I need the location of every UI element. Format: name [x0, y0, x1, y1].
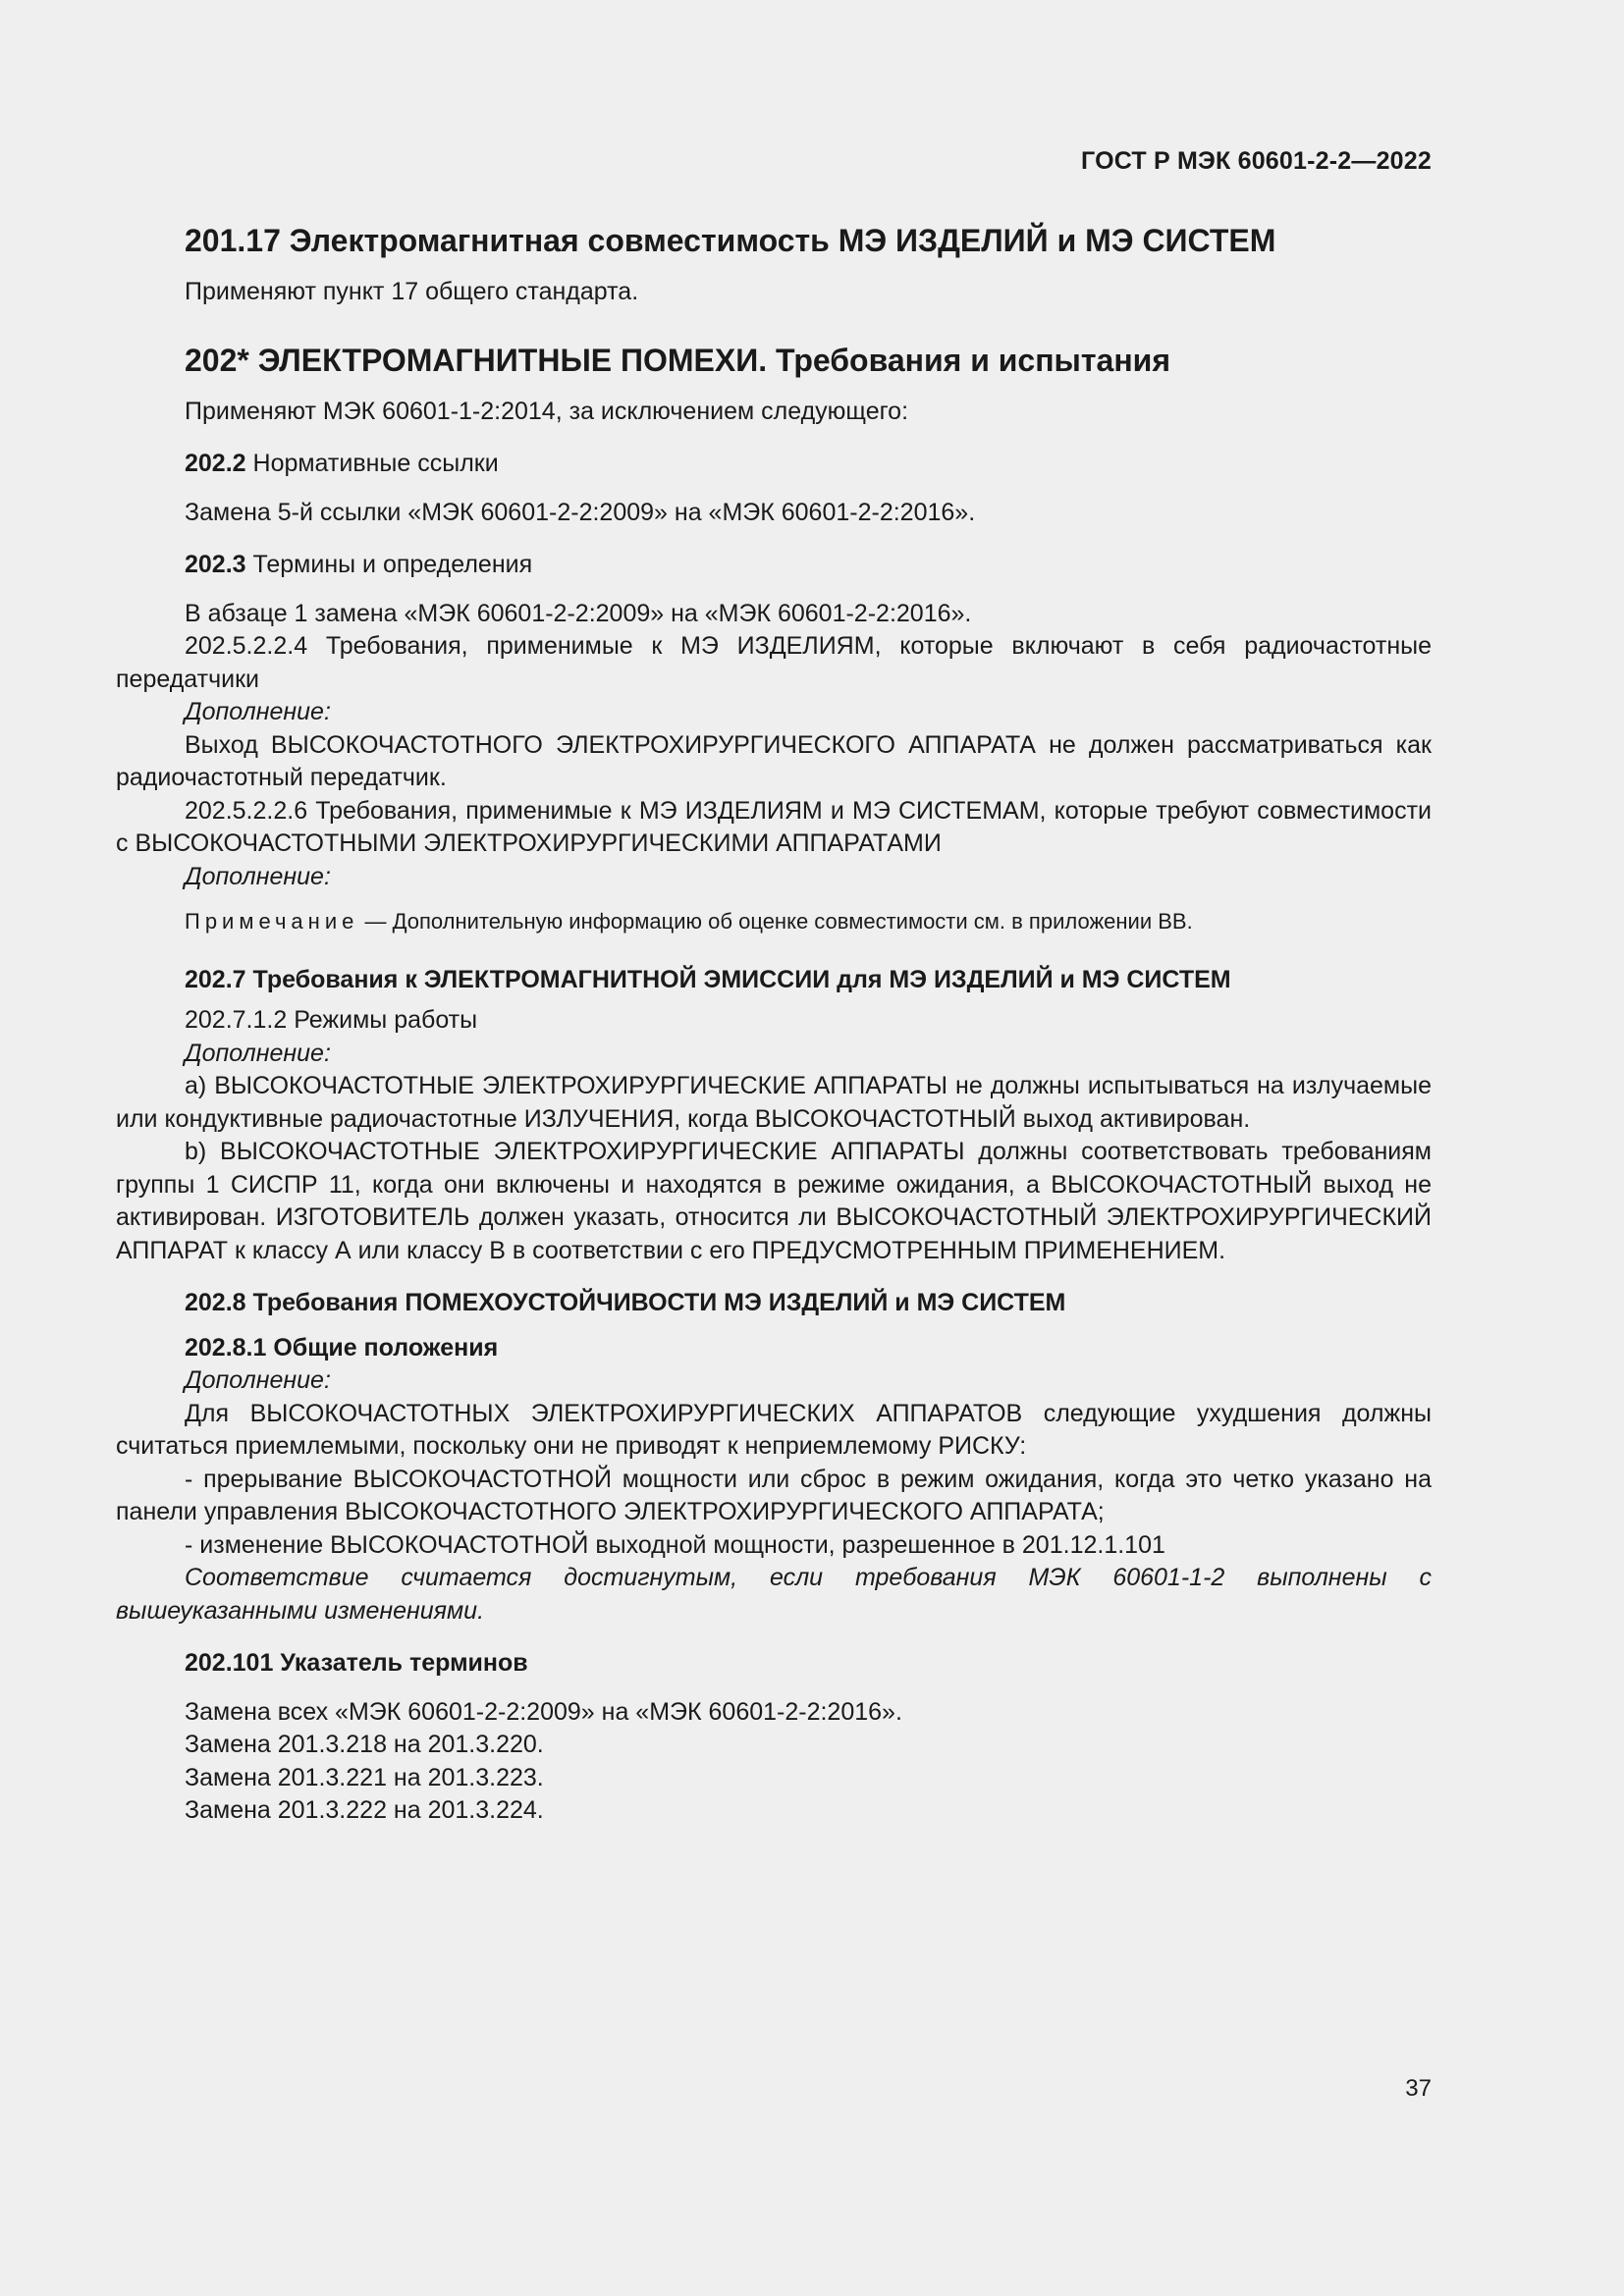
section-202-7-item-b: b) ВЫСОКОЧАСТОТНЫЕ ЭЛЕКТРОХИРУРГИЧЕСКИЕ АППАРАТЫ должны соответствовать требованиям группы 1 СИСПР 11, когда они включены и находятся в режиме ожидания, а ВЫСОКОЧАСТОТНЫЙ выход не активирован. ИЗГОТОВИТЕЛЬ должен указать, относится ли ВЫСОКОЧАСТОТНЫЙ ЭЛЕКТРОХИРУРГИЧЕСКИЙ АППАРАТ к классу А или классу В в соответствии с его ПРЕДУСМОТРЕННЫМ ПРИМЕНЕНИЕМ. [116, 1138, 1432, 1264]
section-202-2-number: 202.2 [185, 450, 246, 477]
document-body [116, 221, 1432, 1828]
section-202-3-paragraph-1: В абзаце 1 замена «МЭК 60601-2-2:2009» на «МЭК 60601-2-2:2016». [185, 599, 972, 627]
section-202-8-addition-label: Дополнение: [185, 1366, 331, 1394]
section-202-7-title: 202.7 Требования к ЭЛЕКТРОМАГНИТНОЙ ЭМИССИИ для МЭ ИЗДЕЛИЙ и МЭ СИСТЕМ [185, 965, 1231, 993]
section-202-101-line-1: Замена всех «МЭК 60601-2-2:2009» на «МЭК 60601-2-2:2016». [185, 1697, 902, 1726]
section-202-3-title: Термины и определения [245, 551, 533, 578]
section-202-8-list-item-2: - изменение ВЫСОКОЧАСТОТНОЙ выходной мощности, разрешенное в 201.12.1.101 [185, 1530, 1165, 1559]
page-number: 37 [1405, 2075, 1432, 2102]
section-202-3-addition-label-1: Дополнение: [185, 698, 331, 725]
section-202-2-text: Замена 5-й ссылки «МЭК 60601-2-2:2009» на «МЭК 60601-2-2:2016». [185, 498, 976, 526]
section-202-3-number: 202.3 [185, 551, 246, 578]
section-201-17-text: Применяют пункт 17 общего стандарта. [185, 278, 639, 305]
section-202-8-list-item-1: - прерывание ВЫСОКОЧАСТОТНОЙ мощности или сброс в режим ожидания, когда это четко указано на панели управления ВЫСОКОЧАСТОТНОГО ЭЛЕКТРОХИРУРГИЧЕСКОГО АППАРАТА; [116, 1465, 1432, 1525]
section-202-101-line-4: Замена 201.3.222 на 201.3.224. [185, 1796, 544, 1824]
section-202-2-heading [116, 448, 1432, 481]
section-202-3-heading [116, 549, 1432, 582]
note [116, 905, 1432, 938]
section-202-title: 202* ЭЛЕКТРОМАГНИТНЫЕ ПОМЕХИ. Требования и испытания [185, 342, 1171, 378]
section-202-8-compliance: Соответствие считается достигнутым, если требования МЭК 60601-1-2 выполнены с вышеуказанными изменениями. [116, 1564, 1432, 1625]
section-202-7-item-a: a) ВЫСОКОЧАСТОТНЫЕ ЭЛЕКТРОХИРУРГИЧЕСКИЕ АППАРАТЫ не должны испытываться на излучаемые или кондуктивные радиочастотные ИЗЛУЧЕНИЯ, когда ВЫСОКОЧАСТОТНЫЙ выход активирован. [116, 1072, 1432, 1133]
section-202-text: Применяют МЭК 60601-1-2:2014, за исключением следующего: [185, 397, 909, 425]
section-202-3-paragraph-2: 202.5.2.2.4 Требования, применимые к МЭ ИЗДЕЛИЯМ, которые включают в себя радиочастотные передатчики [116, 632, 1432, 693]
section-202-8-title: 202.8 Требования ПОМЕХОУСТОЙЧИВОСТИ МЭ ИЗДЕЛИЙ и МЭ СИСТЕМ [185, 1289, 1066, 1316]
section-202-8-1-title: 202.8.1 Общие положения [185, 1333, 499, 1362]
section-202-101-line-3: Замена 201.3.221 на 201.3.223. [185, 1763, 544, 1791]
section-202-3-paragraph-5: 202.5.2.2.6 Требования, применимые к МЭ ИЗДЕЛИЯМ и МЭ СИСТЕМАМ, которые требуют совместимости с ВЫСОКОЧАСТОТНЫМИ ЭЛЕКТРОХИРУРГИЧЕСКИМИ АППАРАТАМИ [116, 796, 1432, 857]
note-text: — Дополнительную информацию об оценке совместимости см. в приложении ВВ. [358, 909, 1193, 934]
section-202-2-title: Нормативные ссылки [245, 450, 499, 477]
section-202-7-addition-label: Дополнение: [185, 1039, 331, 1067]
section-201-17-title: 201.17 Электромагнитная совместимость МЭ ИЗДЕЛИЙ и МЭ СИСТЕМ [185, 223, 1276, 258]
section-202-8-paragraph-2: Для ВЫСОКОЧАСТОТНЫХ ЭЛЕКТРОХИРУРГИЧЕСКИХ АППАРАТОВ следующие ухудшения должны считаться приемлемыми, поскольку они не приводят к неприемлемому РИСКУ: [116, 1399, 1432, 1460]
section-202-101-line-2: Замена 201.3.218 на 201.3.220. [185, 1731, 544, 1758]
section-202-7-paragraph-1: 202.7.1.2 Режимы работы [185, 1006, 478, 1034]
section-202-3-paragraph-4: Выход ВЫСОКОЧАСТОТНОГО ЭЛЕКТРОХИРУРГИЧЕСКОГО АППАРАТА не должен рассматриваться как радиочастотный передатчик. [116, 730, 1432, 791]
section-202-101-title: 202.101 Указатель терминов [185, 1649, 528, 1677]
standard-designation: ГОСТ Р МЭК 60601-2-2—2022 [1081, 147, 1432, 175]
note-label: Примечание [185, 909, 359, 934]
document-page [116, 0, 1432, 2296]
section-202-3-addition-label-2: Дополнение: [185, 862, 331, 890]
